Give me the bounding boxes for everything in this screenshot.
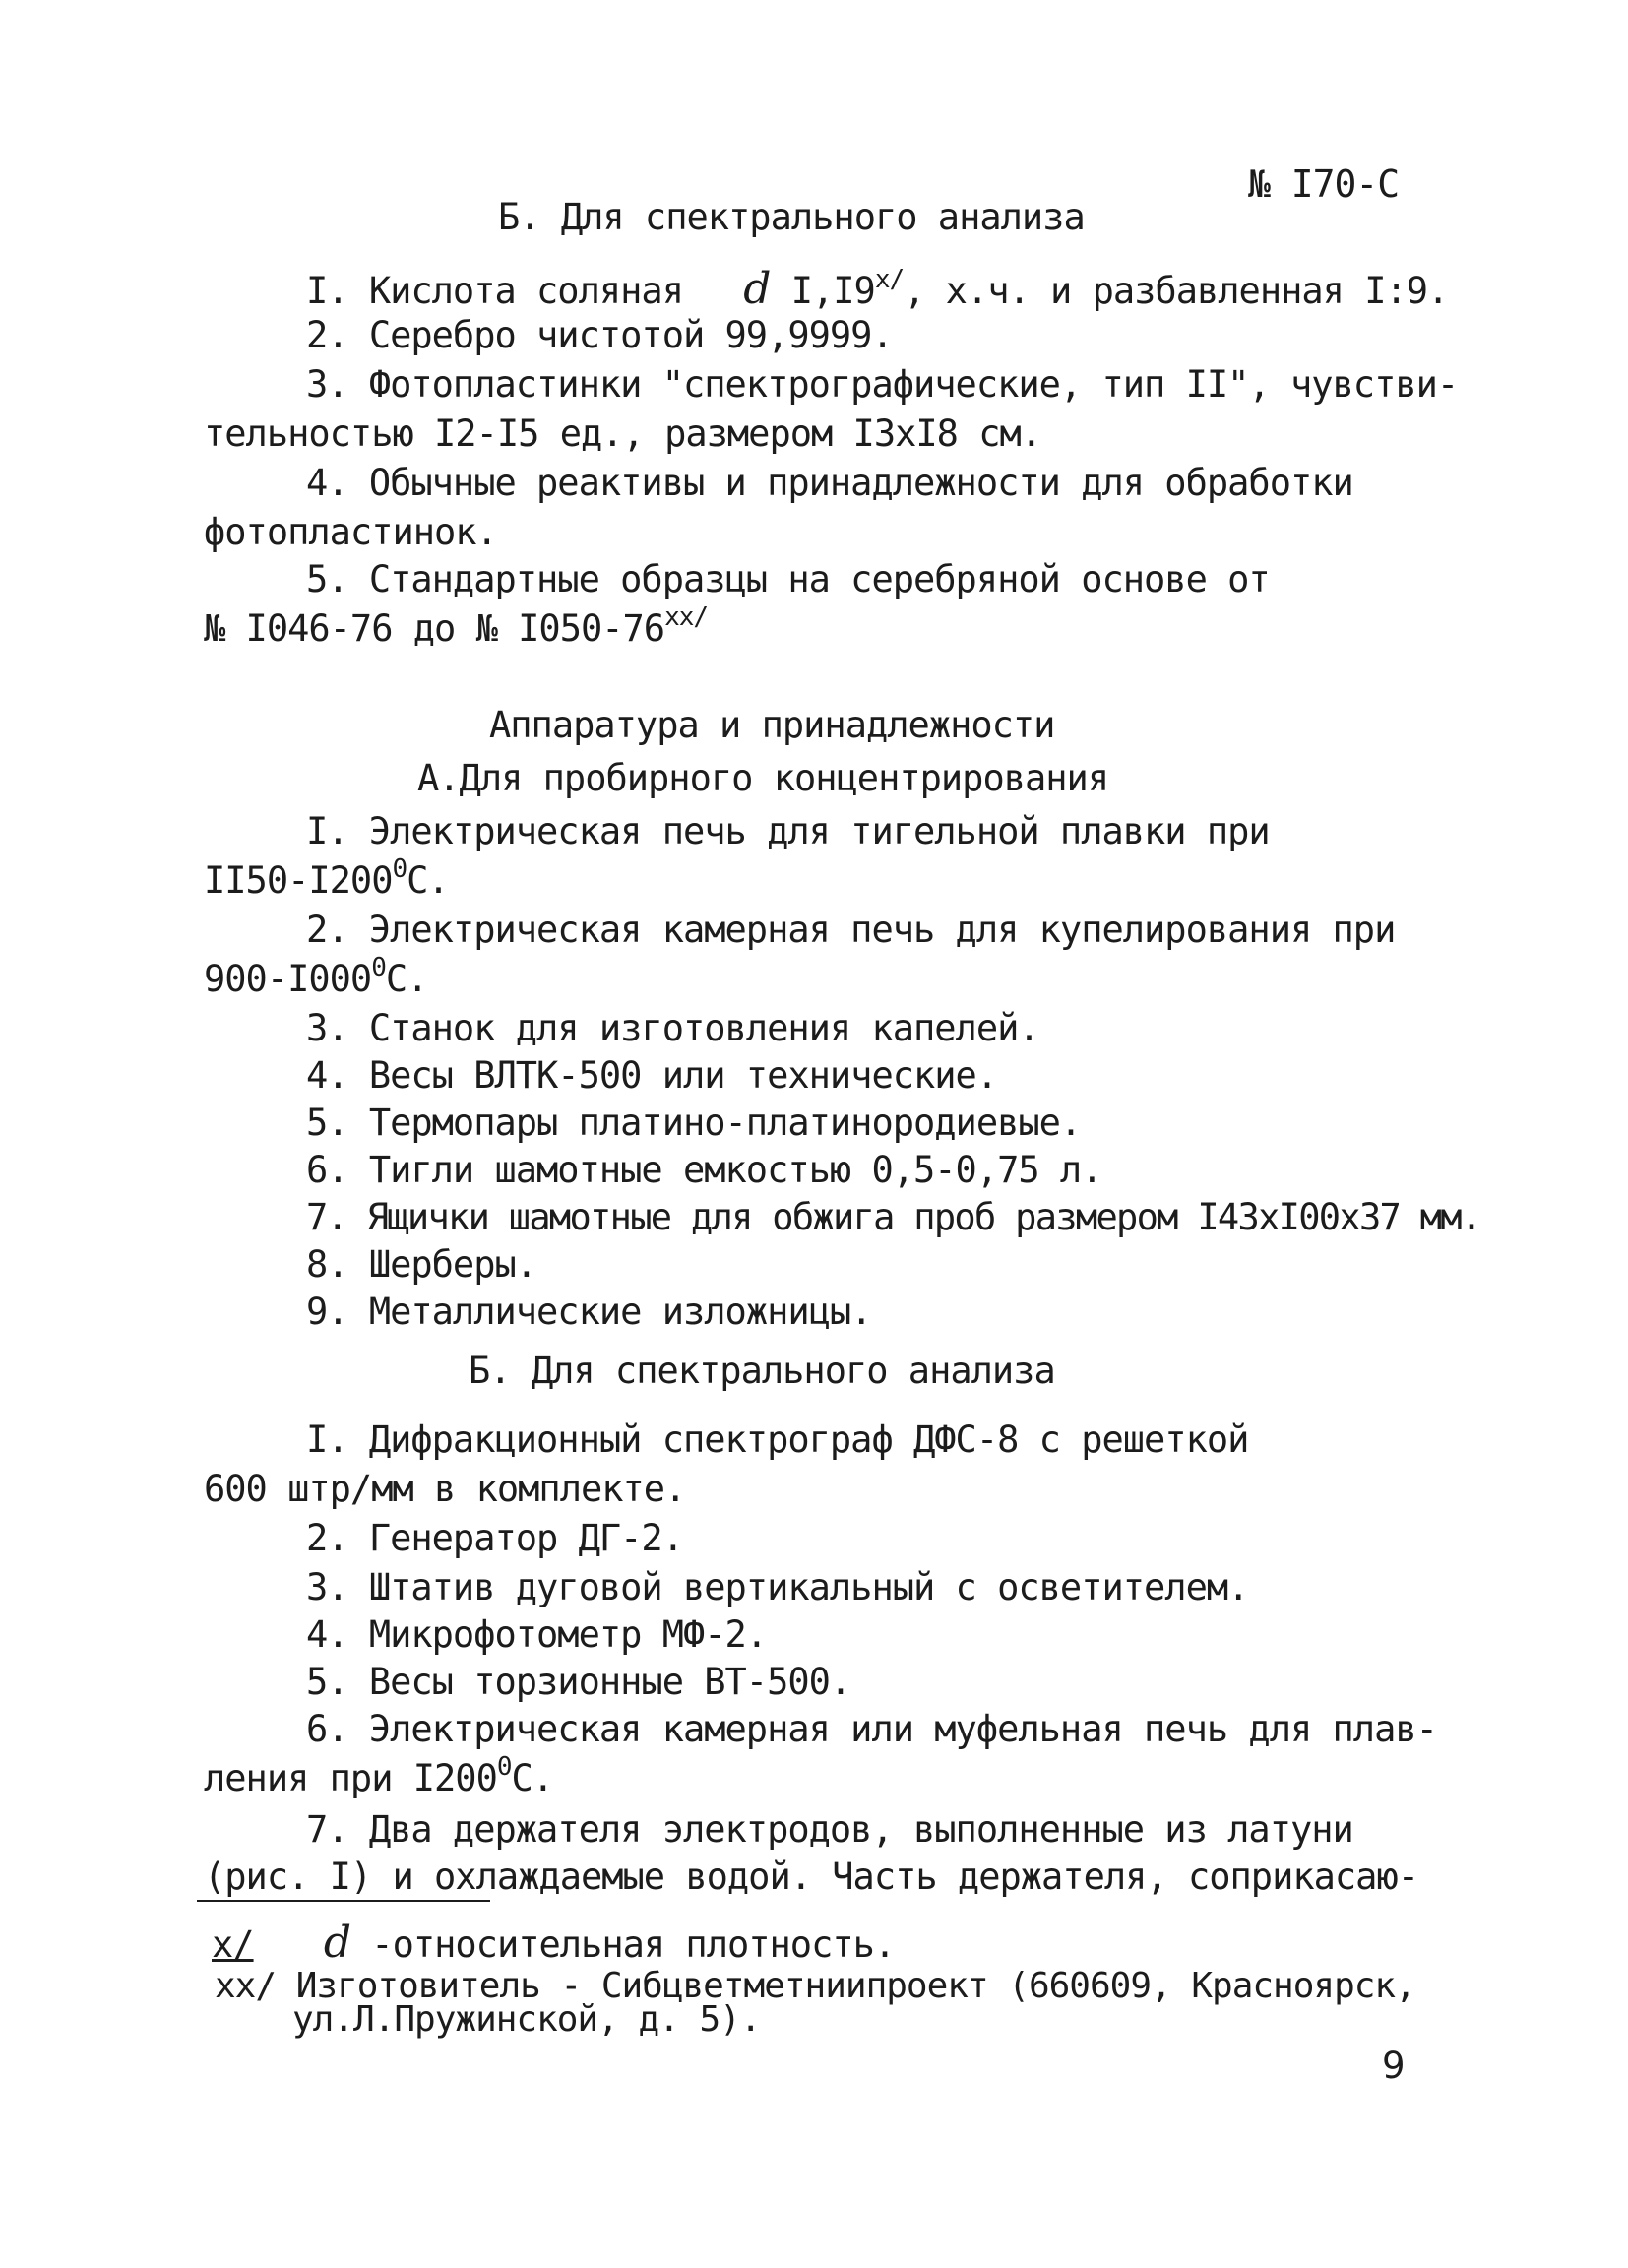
section-b2-heading: Б. Для спектрального анализа xyxy=(469,1350,1055,1392)
b2-item-6-line1: 6. Электрическая камерная или муфельная печь для плав- xyxy=(306,1708,1437,1750)
b2-item-1-line1: I. Дифракционный спектрограф ДФС-8 с решеткой xyxy=(306,1418,1249,1461)
footnote-2-mark: xx/ xyxy=(215,1966,277,2006)
footnote-2-text: Изготовитель - Сибцветметниипроект (660609, Красноярск, xyxy=(276,1966,1415,2006)
b2-item-6-line2: ления при $I200^0С$. xyxy=(204,1752,554,1799)
b1-item-1-pre: I. Кислота соляная xyxy=(306,270,683,312)
b1-item-1-val: I,I9 xyxy=(770,270,875,312)
b2-item-4: 4. Микрофотометр МФ-2. xyxy=(306,1613,768,1656)
b2-item-3: 3. Штатив дуговой вертикальный с осветителем. xyxy=(306,1566,1249,1608)
footnote-2-line2: ул.Л.Пружинской, д. 5). xyxy=(292,1999,761,2040)
apparatus-heading: Аппаратура и принадлежности xyxy=(489,704,1055,746)
footnote-1-text: -относительная плотность. xyxy=(350,1923,896,1966)
a-item-6: 6. Тигли шамотные емкостью 0,5-0,75 л. xyxy=(306,1149,1102,1191)
b1-item-1-post: , х.ч. и разбавленная I:9. xyxy=(904,270,1449,312)
b1-item-3-line1: 3. Фотопластинки "спектрографические, тип II", чувстви- xyxy=(306,363,1459,406)
a-item-9: 9. Металлические изложницы. xyxy=(306,1291,872,1333)
section-a-heading: А.Для пробирного концентрирования xyxy=(417,757,1109,799)
b1-item-4-line1: 4. Обычные реактивы и принадлежности для обработки xyxy=(306,462,1353,504)
a-item-7: 7. Ящички шамотные для обжига проб размером I43xI00x37 мм. xyxy=(306,1196,1481,1238)
b1-item-2: 2. Серебро чистотой 99,9999. xyxy=(306,314,893,356)
b2-item-1-line2: 600 штр/мм в комплекте. xyxy=(204,1468,686,1510)
a-item-5: 5. Термопары платино-платинородиевые. xyxy=(306,1102,1082,1144)
footnote-1 xyxy=(212,1918,896,1968)
b1-item-3-line2: тельностью I2-I5 ед., размером I3xI8 см. xyxy=(204,412,1042,455)
a-item-4: 4. Весы ВЛТК-500 или технические. xyxy=(306,1054,998,1097)
b2-item-7-line1: 7. Два держателя электродов, выполненные из латуни xyxy=(306,1808,1353,1851)
footnote-separator xyxy=(197,1900,490,1902)
b1-item-5-line1: 5. Стандартные образцы на серебряной основе от xyxy=(306,558,1270,600)
b1-item-5-line2: № I046-76 до № $I050-76^{xx/}$ xyxy=(204,602,709,650)
page-number: 9 xyxy=(1382,2045,1406,2087)
a-item-1-line1: I. Электрическая печь для тигельной плавки при xyxy=(306,810,1270,852)
b2-item-2: 2. Генератор ДГ-2. xyxy=(306,1517,683,1559)
density-symbol-footnote: d xyxy=(323,1918,351,1968)
a-item-3: 3. Станок для изготовления капелей. xyxy=(306,1007,1039,1049)
section-b1-heading: Б. Для спектрального анализа xyxy=(498,196,1085,238)
a-item-2-line2: $900-I000^0С$. xyxy=(204,953,428,1000)
density-symbol: d xyxy=(743,264,771,314)
doc-number: № I70-С xyxy=(1248,162,1400,206)
a-item-8: 8. Шерберы. xyxy=(306,1243,537,1286)
b1-item-4-line2: фотопластинок. xyxy=(204,511,497,553)
b2-item-7-line2: (рис. I) и охлаждаемые водой. Часть держателя, соприкасаю- xyxy=(204,1856,1419,1898)
b2-item-5: 5. Весы торзионные ВТ-500. xyxy=(306,1661,851,1703)
b1-item-1 xyxy=(306,264,1449,314)
a-item-2-line1: 2. Электрическая камерная печь для купелирования при xyxy=(306,909,1396,951)
footnote-1-mark: x/ xyxy=(212,1923,254,1966)
footnote-ref-x: x/ xyxy=(874,265,905,294)
footnote-ref-xx: xx/ xyxy=(664,602,709,632)
a-item-1-line2: $II50-I200^0С$. xyxy=(204,854,449,902)
